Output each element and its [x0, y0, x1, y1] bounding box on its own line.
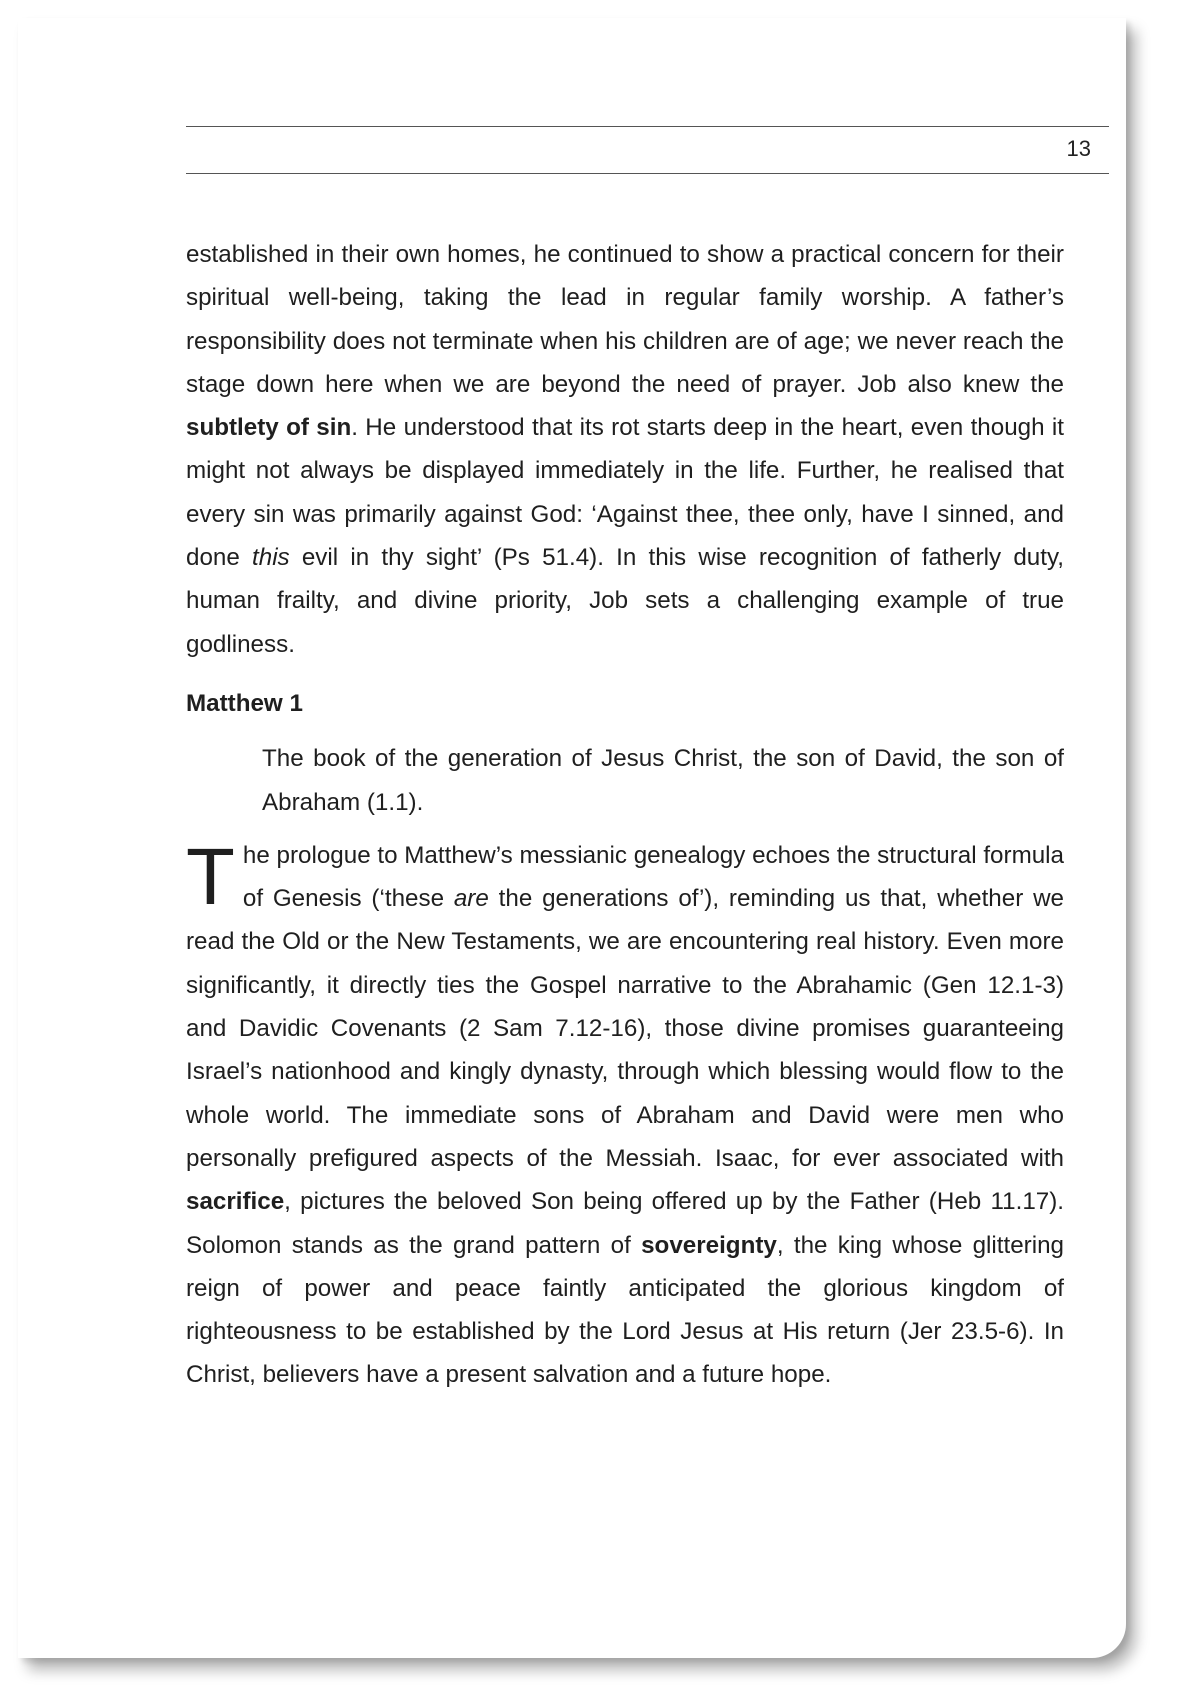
- paragraph-text: the generations of’), reminding us that, whether we read the Old or the New Testaments, we are encountering real history. Even more significantly, it directly ties the Gospel narrative to the Abrahamic (Gen 12.1-3) and Davidic Covenants (2 Sam 7.12-16), those divine promises guaranteeing Israel’s nationhood and kingly dynasty, through which blessing would flow to the whole world. The immediate sons of Abraham and David were men who personally prefigured aspects of the Messiah. Isaac, for ever associated with: [186, 885, 1064, 1172]
- paragraph-text: established in their own homes, he continued to show a practical concern for their spiritual well-being, taking the lead in regular family worship. A father’s responsibility does not terminate when his children are of age; we never reach the stage down here when we are beyond the need of prayer. Job also knew the: [186, 241, 1064, 398]
- paragraph-job: [186, 233, 1064, 666]
- book-page: [18, 18, 1126, 1658]
- paragraph-text: , the king whose glittering reign of power and peace faintly anticipated the glorious kingdom of righteousness to be established by the Lord Jesus at His return (Jer 23.5-6). In Christ, believers have a present salvation and a future hope.: [186, 1231, 1064, 1389]
- bold-phrase: subtlety of sin: [186, 414, 352, 442]
- paragraph-text: , pictures the beloved Son being offered up by the Father (Heb 11.17). Solomon stands as the grand pattern of: [186, 1188, 1064, 1259]
- page-number: 13: [1066, 136, 1091, 161]
- page-body: [186, 233, 1064, 1397]
- paragraph-text: he prologue to Matthew’s messianic genealogy echoes the structural formula of Genesis (‘these: [242, 841, 1064, 913]
- scripture-quote: The book of the generation of Jesus Christ, the son of David, the son of Abraham (1.1).: [262, 745, 1064, 816]
- drop-cap: T: [186, 831, 235, 921]
- paragraph-matthew: [186, 831, 1064, 1397]
- header-rule-bottom: [186, 173, 1109, 174]
- bold-phrase: sovereignty: [641, 1231, 777, 1259]
- paragraph-text: evil in thy sight’ (Ps 51.4). In this wise recognition of fatherly duty, human frailty, and divine priority, Job sets a challenging example of true godliness.: [186, 544, 1064, 658]
- italic-word: this: [252, 544, 290, 572]
- header-rule-top: [186, 126, 1109, 127]
- bold-phrase: sacrifice: [186, 1188, 285, 1216]
- paragraph-text: . He understood that its rot starts deep in the heart, even though it might not always be displayed immediately in the life. Further, he realised that every sin was primarily against God: ‘Against thee, thee only, have I sinned, and done: [186, 414, 1064, 572]
- section-heading: Matthew 1: [186, 689, 303, 717]
- italic-word: are: [453, 885, 489, 913]
